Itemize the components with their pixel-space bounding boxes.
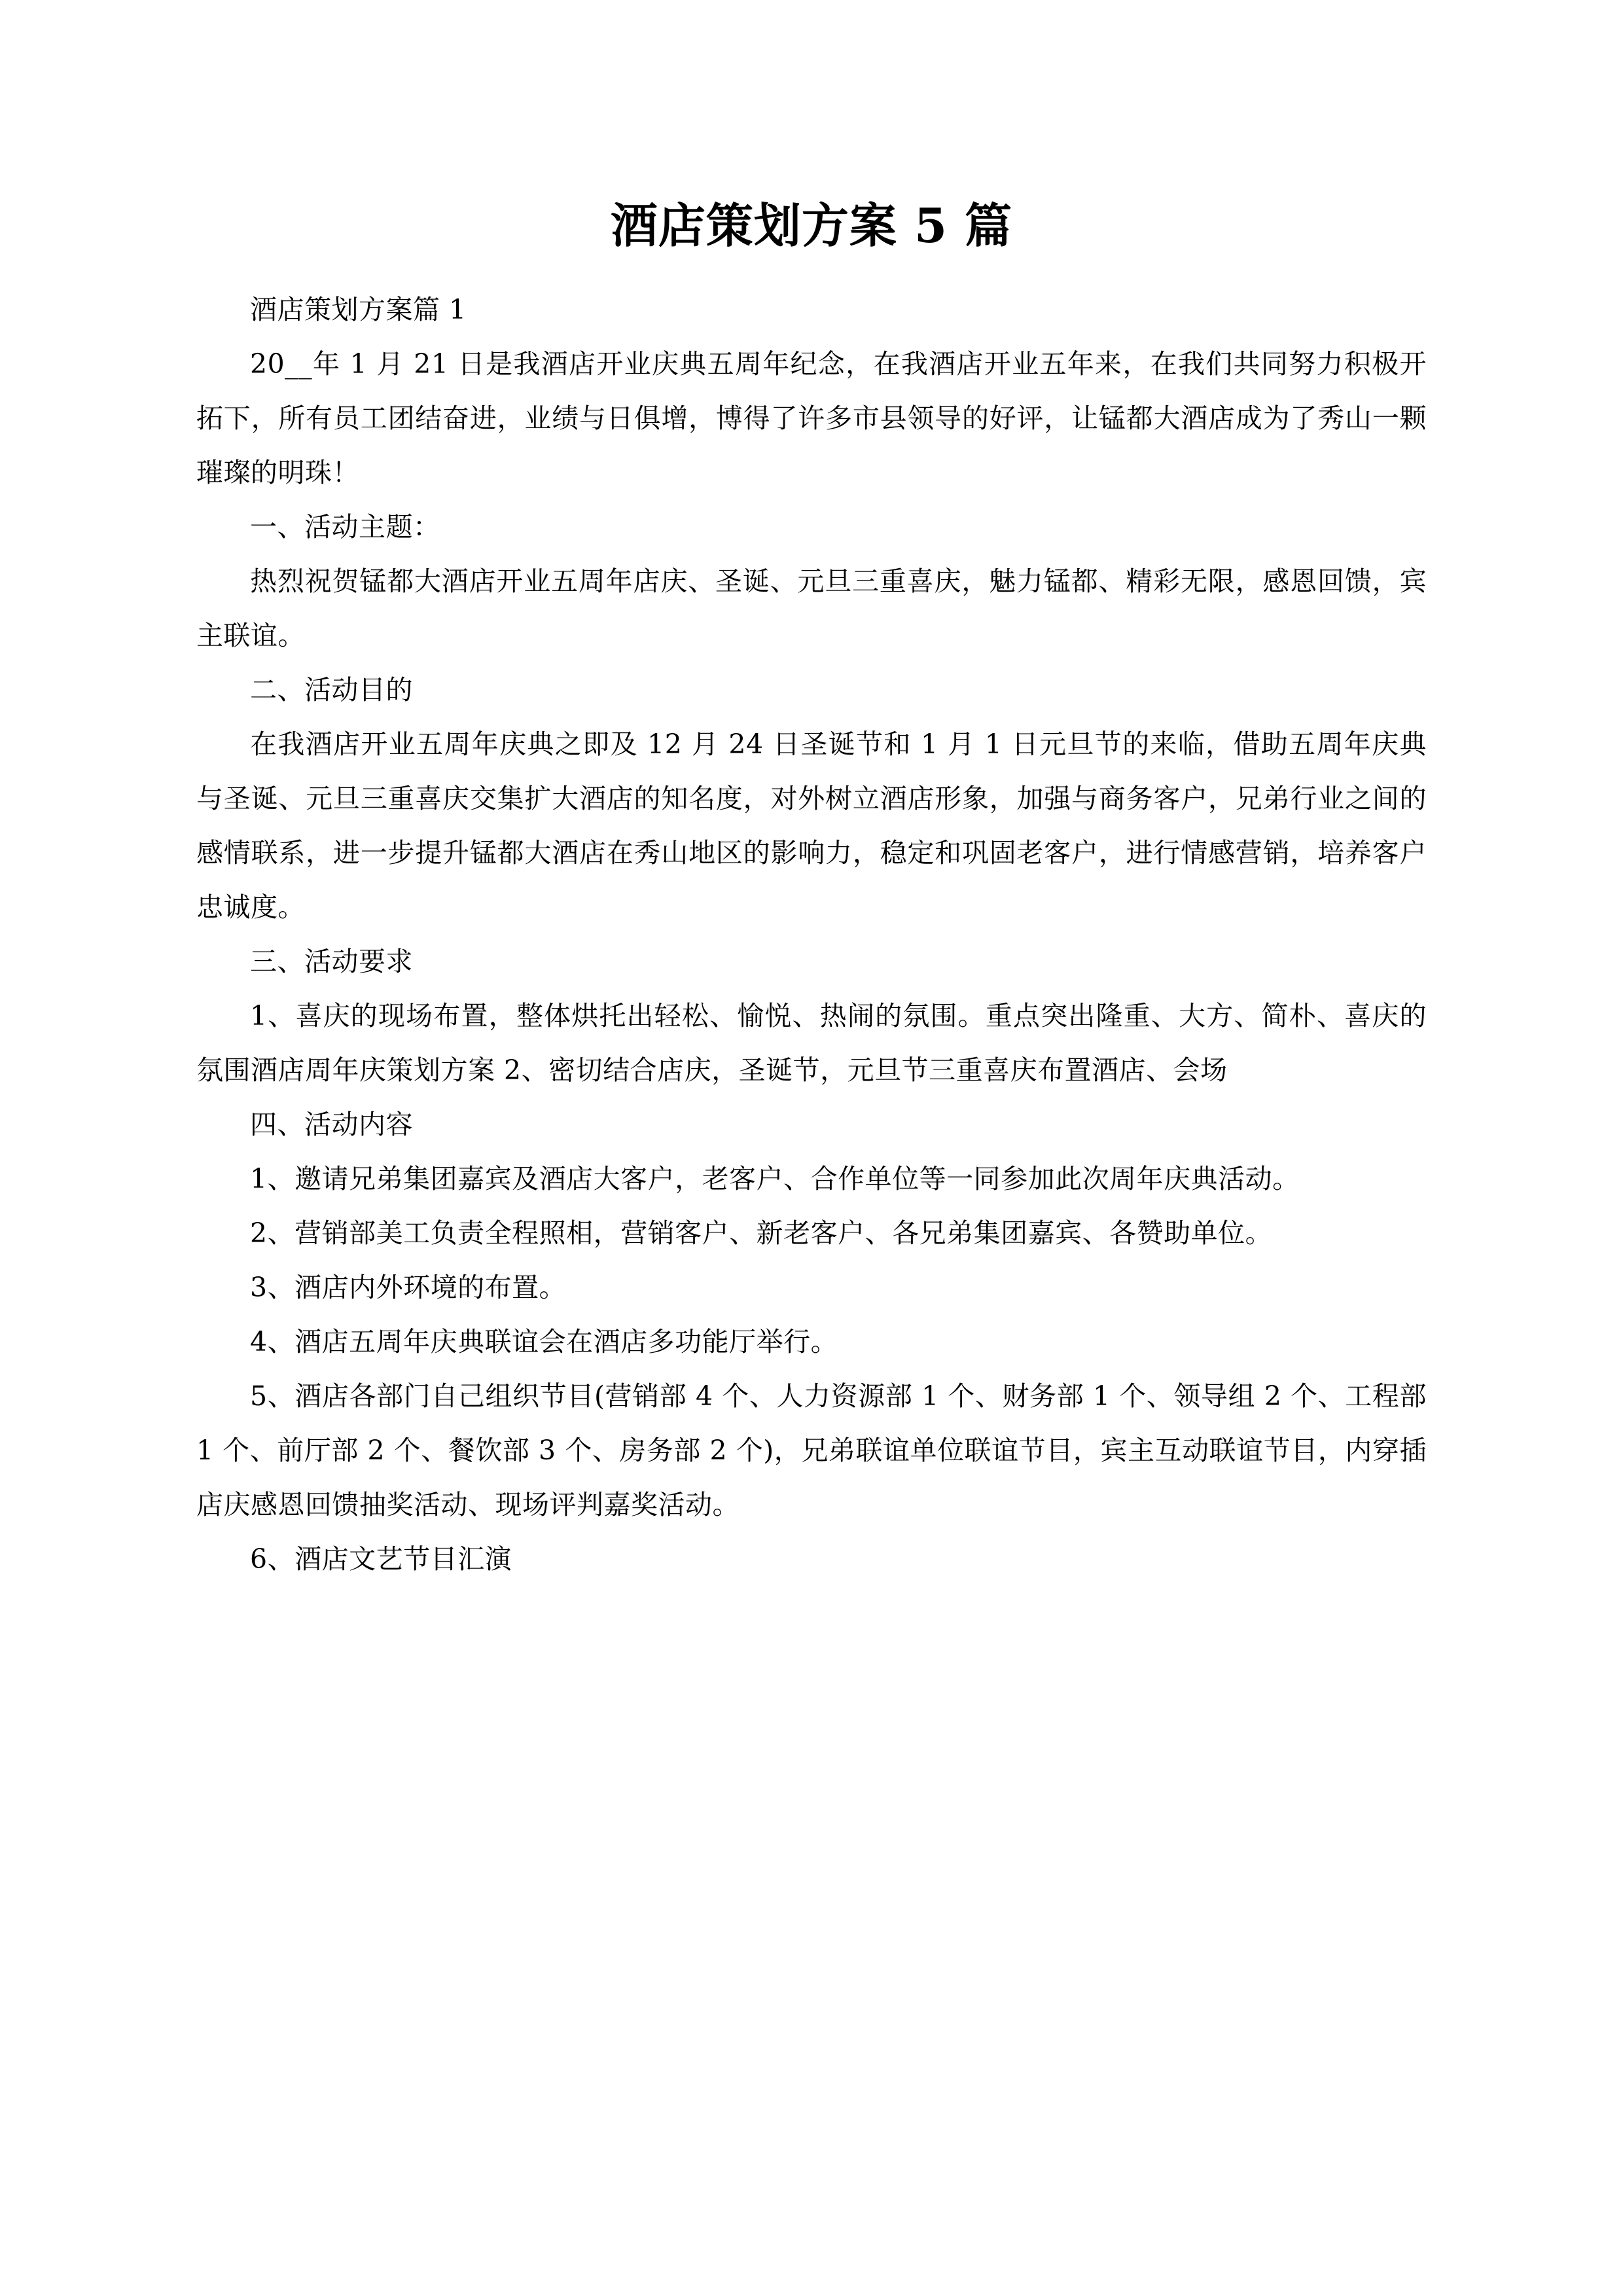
list-item-content-1: 1、邀请兄弟集团嘉宾及酒店大客户，老客户、合作单位等一同参加此次周年庆典活动。 [250, 1163, 1300, 1194]
paragraph-article-label: 酒店策划方案篇 1 [250, 294, 467, 325]
list-item-content-2: 2、营销部美工负责全程照相，营销客户、新老客户、各兄弟集团嘉宾、各赞助单位。 [250, 1217, 1273, 1249]
paragraph-section-two-body: 在我酒店开业五周年庆典之即及 12 月 24 日圣诞节和 1 月 1 日元旦节的来临，借助五周年庆典与圣诞、元旦三重喜庆交集扩大酒店的知名度，对外树立酒店形象，加强与商务客户，兄弟行业之间的感情联系，进一步提升锰都大酒店在秀山地区的影响力，稳定和巩固老客户，进行情感营销，培养客户忠诚度。 [196, 728, 1427, 923]
heading-section-one: 一、活动主题： [250, 511, 440, 543]
list-item-content-5: 5、酒店各部门自己组织节目(营销部 4 个、人力资源部 1 个、财务部 1 个、领导组 2 个、工程部 1 个、前厅部 2 个、餐饮部 3 个、房务部 2 个)，兄弟联谊单位联谊节目，宾主互动联谊节目，内穿插店庆感恩回馈抽奖活动、现场评判嘉奖活动。 [196, 1380, 1427, 1520]
paragraph-intro: 20__年 1 月 21 日是我酒店开业庆典五周年纪念，在我酒店开业五年来，在我们共同努力积极开拓下，所有员工团结奋进，业绩与日俱增，博得了许多市县领导的好评，让锰都大酒店成为了秀山一颗璀璨的明珠！ [196, 348, 1427, 488]
document-body [196, 283, 1427, 1587]
paragraph-section-one-body: 热烈祝贺锰都大酒店开业五周年店庆、圣诞、元旦三重喜庆，魅力锰都、精彩无限，感恩回馈，宾主联谊。 [196, 565, 1427, 651]
heading-section-three: 三、活动要求 [250, 946, 413, 977]
heading-section-two: 二、活动目的 [250, 674, 413, 706]
list-item-content-3: 3、酒店内外环境的布置。 [250, 1272, 567, 1303]
heading-section-four: 四、活动内容 [250, 1109, 413, 1140]
list-item-requirement-1: 1、喜庆的现场布置，整体烘托出轻松、愉悦、热闹的氛围。重点突出隆重、大方、简朴、喜庆的氛围酒店周年庆策划方案 2、密切结合店庆，圣诞节，元旦节三重喜庆布置酒店、会场 [196, 1000, 1427, 1086]
list-item-content-4: 4、酒店五周年庆典联谊会在酒店多功能厅举行。 [250, 1326, 838, 1357]
page-title: 酒店策划方案 5 篇 [610, 198, 1013, 253]
list-item-content-6: 6、酒店文艺节目汇演 [250, 1543, 512, 1575]
